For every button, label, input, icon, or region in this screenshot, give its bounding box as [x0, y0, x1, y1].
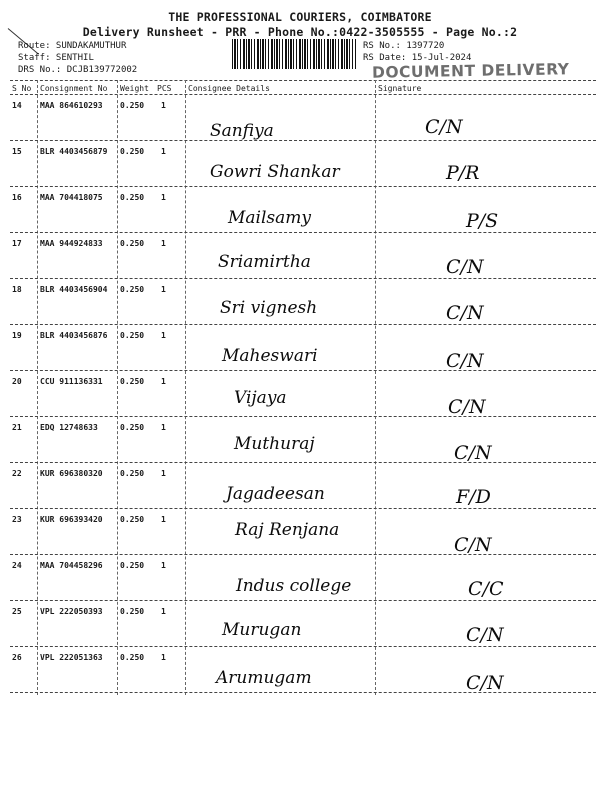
col-divider	[117, 80, 118, 695]
pieces-count: 1	[161, 331, 166, 340]
col-header-consignee: Consignee Details	[188, 84, 270, 93]
rs-number: RS No.: 1397720	[363, 41, 445, 51]
consignment-number: EDQ 12748633	[40, 423, 98, 432]
handwritten-signature: P/R	[446, 162, 480, 184]
serial-number: 18	[12, 285, 22, 294]
pieces-count: 1	[161, 515, 166, 524]
pieces-count: 1	[161, 653, 166, 662]
weight-value: 0.250	[120, 285, 145, 294]
consignment-number: KUR 696393420	[40, 515, 103, 524]
row-divider	[10, 554, 596, 555]
row-divider	[10, 140, 596, 141]
consignment-number: CCU 911136331	[40, 377, 103, 386]
consignee-handwritten-name: Muthuraj	[234, 434, 315, 454]
row-divider	[10, 462, 596, 463]
staff-line: Staff: SENTHIL	[18, 53, 94, 63]
pieces-count: 1	[161, 147, 166, 156]
handwritten-signature: C/C	[468, 578, 504, 600]
rs-info	[363, 40, 471, 64]
table-border-top	[10, 80, 596, 81]
col-header-signature: Signature	[378, 84, 422, 93]
col-header-pcs: PCS	[157, 84, 172, 93]
consignee-handwritten-name: Gowri Shankar	[210, 162, 340, 182]
row-divider	[10, 186, 596, 187]
handwritten-signature: P/S	[466, 210, 499, 232]
pieces-count: 1	[161, 101, 166, 110]
serial-number: 19	[12, 331, 22, 340]
pieces-count: 1	[161, 239, 166, 248]
serial-number: 20	[12, 377, 22, 386]
consignee-handwritten-name: Raj Renjana	[235, 520, 340, 540]
serial-number: 25	[12, 607, 22, 616]
pieces-count: 1	[161, 607, 166, 616]
drs-line: DRS No.: DCJB139772002	[18, 65, 138, 75]
row-divider	[10, 508, 596, 509]
serial-number: 16	[12, 193, 22, 202]
rs-date: RS Date: 15-Jul-2024	[363, 53, 472, 63]
weight-value: 0.250	[120, 101, 145, 110]
weight-value: 0.250	[120, 377, 145, 386]
handwritten-signature: C/N	[448, 396, 486, 418]
handwritten-signature: C/N	[425, 116, 463, 138]
handwritten-signature: C/N	[466, 624, 504, 646]
consignment-number: MAA 704418075	[40, 193, 103, 202]
row-divider	[10, 324, 596, 325]
handwritten-signature: C/N	[446, 350, 484, 372]
consignee-handwritten-name: Maheswari	[222, 346, 318, 366]
pieces-count: 1	[161, 561, 166, 570]
consignment-number: VPL 222051363	[40, 653, 103, 662]
pieces-count: 1	[161, 285, 166, 294]
col-header-consignment: Consignment No	[40, 84, 108, 93]
consignment-number: BLR 4403456879	[40, 147, 108, 156]
consignment-number: KUR 696380320	[40, 469, 103, 478]
weight-value: 0.250	[120, 561, 145, 570]
serial-number: 26	[12, 653, 22, 662]
weight-value: 0.250	[120, 469, 145, 478]
handwritten-signature: C/N	[446, 302, 484, 324]
weight-value: 0.250	[120, 147, 145, 156]
consignee-handwritten-name: Indus college	[236, 576, 352, 596]
row-divider	[10, 646, 596, 647]
consignee-handwritten-name: Sanfiya	[210, 121, 274, 141]
consignment-number: BLR 4403456904	[40, 285, 108, 294]
route-line: Route: SUNDAKAMUTHUR	[18, 41, 127, 51]
weight-value: 0.250	[120, 607, 145, 616]
weight-value: 0.250	[120, 193, 145, 202]
consignee-handwritten-name: Vijaya	[234, 388, 287, 408]
pieces-count: 1	[161, 377, 166, 386]
serial-number: 23	[12, 515, 22, 524]
consignee-handwritten-name: Murugan	[222, 620, 302, 640]
handwritten-signature: C/N	[454, 534, 492, 556]
col-divider	[375, 80, 376, 695]
consignee-handwritten-name: Sriamirtha	[218, 252, 311, 272]
row-divider	[10, 232, 596, 233]
pieces-count: 1	[161, 469, 166, 478]
row-divider	[10, 416, 596, 417]
handwritten-signature: C/N	[454, 442, 492, 464]
serial-number: 15	[12, 147, 22, 156]
row-divider	[10, 692, 596, 693]
consignment-number: MAA 864610293	[40, 101, 103, 110]
weight-value: 0.250	[120, 239, 145, 248]
serial-number: 22	[12, 469, 22, 478]
row-divider	[10, 278, 596, 279]
company-title: THE PROFESSIONAL COURIERS, COIMBATORE	[168, 10, 432, 24]
consignee-handwritten-name: Jagadeesan	[226, 484, 325, 504]
serial-number: 17	[12, 239, 22, 248]
weight-value: 0.250	[120, 653, 145, 662]
handwritten-signature: C/N	[466, 672, 504, 694]
barcode	[232, 39, 356, 69]
consignee-handwritten-name: Arumugam	[216, 668, 312, 688]
col-header-sno: S No	[12, 84, 32, 93]
pieces-count: 1	[161, 423, 166, 432]
serial-number: 14	[12, 101, 22, 110]
weight-value: 0.250	[120, 331, 145, 340]
weight-value: 0.250	[120, 515, 145, 524]
col-divider	[37, 80, 38, 695]
route-info	[18, 40, 137, 76]
consignment-number: MAA 944924833	[40, 239, 103, 248]
runsheet-table	[10, 80, 596, 695]
handwritten-signature: F/D	[456, 486, 491, 508]
document-delivery-stamp: DOCUMENT DELIVERY	[371, 60, 570, 82]
serial-number: 21	[12, 423, 22, 432]
consignment-number: BLR 4403456876	[40, 331, 108, 340]
consignment-number: MAA 704458296	[40, 561, 103, 570]
consignment-number: VPL 222050393	[40, 607, 103, 616]
pieces-count: 1	[161, 193, 166, 202]
col-divider	[185, 80, 186, 695]
col-header-weight: Weight	[120, 84, 149, 93]
runsheet-subtitle: Delivery Runsheet - PRR - Phone No.:0422-3505555 - Page No.:2	[82, 25, 518, 39]
row-divider	[10, 370, 596, 371]
header-divider	[10, 94, 596, 95]
handwritten-signature: C/N	[446, 256, 484, 278]
row-divider	[10, 600, 596, 601]
serial-number: 24	[12, 561, 22, 570]
consignee-handwritten-name: Sri vignesh	[220, 298, 318, 318]
consignee-handwritten-name: Mailsamy	[228, 208, 311, 228]
weight-value: 0.250	[120, 423, 145, 432]
